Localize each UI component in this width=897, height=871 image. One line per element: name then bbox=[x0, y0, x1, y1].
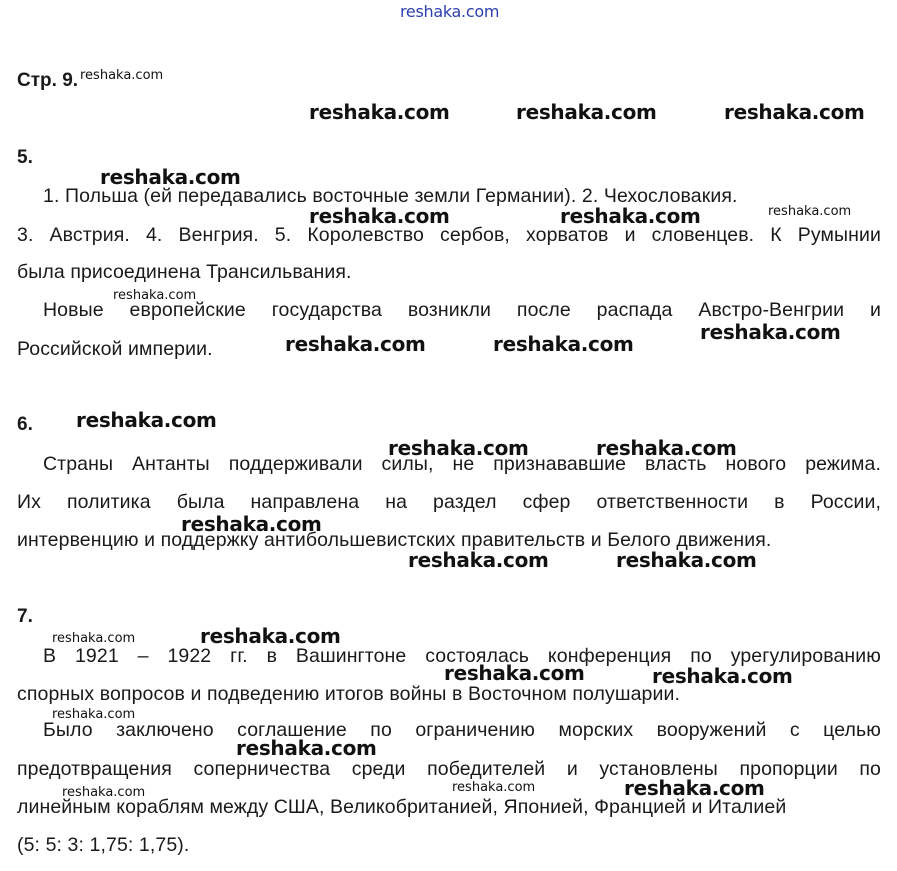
section-number-5: 5. bbox=[17, 147, 33, 168]
watermark: reshaka.com bbox=[516, 100, 657, 124]
section-5-line-4: Новые европейские государства возникли после распада Австро-Венгрии и bbox=[43, 299, 881, 321]
watermark: reshaka.com bbox=[200, 624, 341, 648]
section-7-line-3: Было заключено соглашение по ограничению морских вооружений с целью bbox=[43, 719, 881, 741]
watermark: reshaka.com bbox=[724, 100, 865, 124]
watermark: reshaka.com bbox=[100, 165, 241, 189]
watermark: reshaka.com bbox=[76, 408, 217, 432]
watermark: reshaka.com bbox=[62, 785, 146, 800]
watermark: reshaka.com bbox=[560, 204, 701, 228]
watermark: reshaka.com bbox=[452, 780, 536, 795]
watermark: reshaka.com bbox=[52, 631, 136, 646]
section-7-line-4: предотвращения соперничества среди победителей и установлены пропорции по bbox=[17, 758, 881, 780]
section-6-line-1: Страны Антанты поддерживали силы, не признававшие власть нового режима. bbox=[43, 453, 881, 475]
section-number-7: 7. bbox=[17, 606, 33, 627]
watermark: reshaka.com bbox=[388, 436, 529, 460]
section-7-line-2: спорных вопросов и подведению итогов войны в Восточном полушарии. bbox=[17, 683, 681, 705]
watermark: reshaka.com bbox=[80, 68, 164, 83]
section-7-line-1: В 1921 – 1922 гг. в Вашингтоне состоялась конференция по урегулированию bbox=[43, 645, 881, 667]
watermark: reshaka.com bbox=[309, 204, 450, 228]
section-5-line-5: Российской империи. bbox=[17, 338, 213, 360]
watermark: reshaka.com bbox=[309, 100, 450, 124]
watermark: reshaka.com bbox=[652, 664, 793, 688]
watermark: reshaka.com bbox=[596, 436, 737, 460]
watermark: reshaka.com bbox=[408, 548, 549, 572]
watermark: reshaka.com bbox=[768, 204, 852, 219]
section-5-line-1: 1. Польша (ей передавались восточные земли Германии). 2. Чехословакия. bbox=[43, 185, 738, 207]
watermark: reshaka.com bbox=[285, 332, 426, 356]
watermark: reshaka.com bbox=[236, 736, 377, 760]
section-5-line-2: 3. Австрия. 4. Венгрия. 5. Королевство сербов, хорватов и словенцев. К Румынии bbox=[17, 224, 881, 246]
section-5-line-3: была присоединена Трансильвания. bbox=[17, 261, 352, 283]
site-header-link[interactable]: reshaka.com bbox=[400, 2, 500, 21]
section-7-line-6: (5: 5: 3: 1,75: 1,75). bbox=[17, 834, 190, 856]
section-6-line-3: интервенцию и поддержку антибольшевистских правительств и Белого движения. bbox=[17, 529, 772, 551]
watermark: reshaka.com bbox=[113, 288, 197, 303]
watermark: reshaka.com bbox=[444, 661, 585, 685]
watermark: reshaka.com bbox=[616, 548, 757, 572]
watermark: reshaka.com bbox=[624, 776, 765, 800]
watermark: reshaka.com bbox=[52, 707, 136, 722]
watermark: reshaka.com bbox=[700, 320, 841, 344]
section-number-6: 6. bbox=[17, 414, 33, 435]
watermark: reshaka.com bbox=[181, 512, 322, 536]
section-7-line-5: линейным кораблям между США, Великобританией, Японией, Францией и Италией bbox=[17, 796, 787, 818]
page-label: Стр. 9. bbox=[17, 70, 79, 91]
watermark: reshaka.com bbox=[493, 332, 634, 356]
section-6-line-2: Их политика была направлена на раздел сфер ответственности в России, bbox=[17, 491, 881, 513]
